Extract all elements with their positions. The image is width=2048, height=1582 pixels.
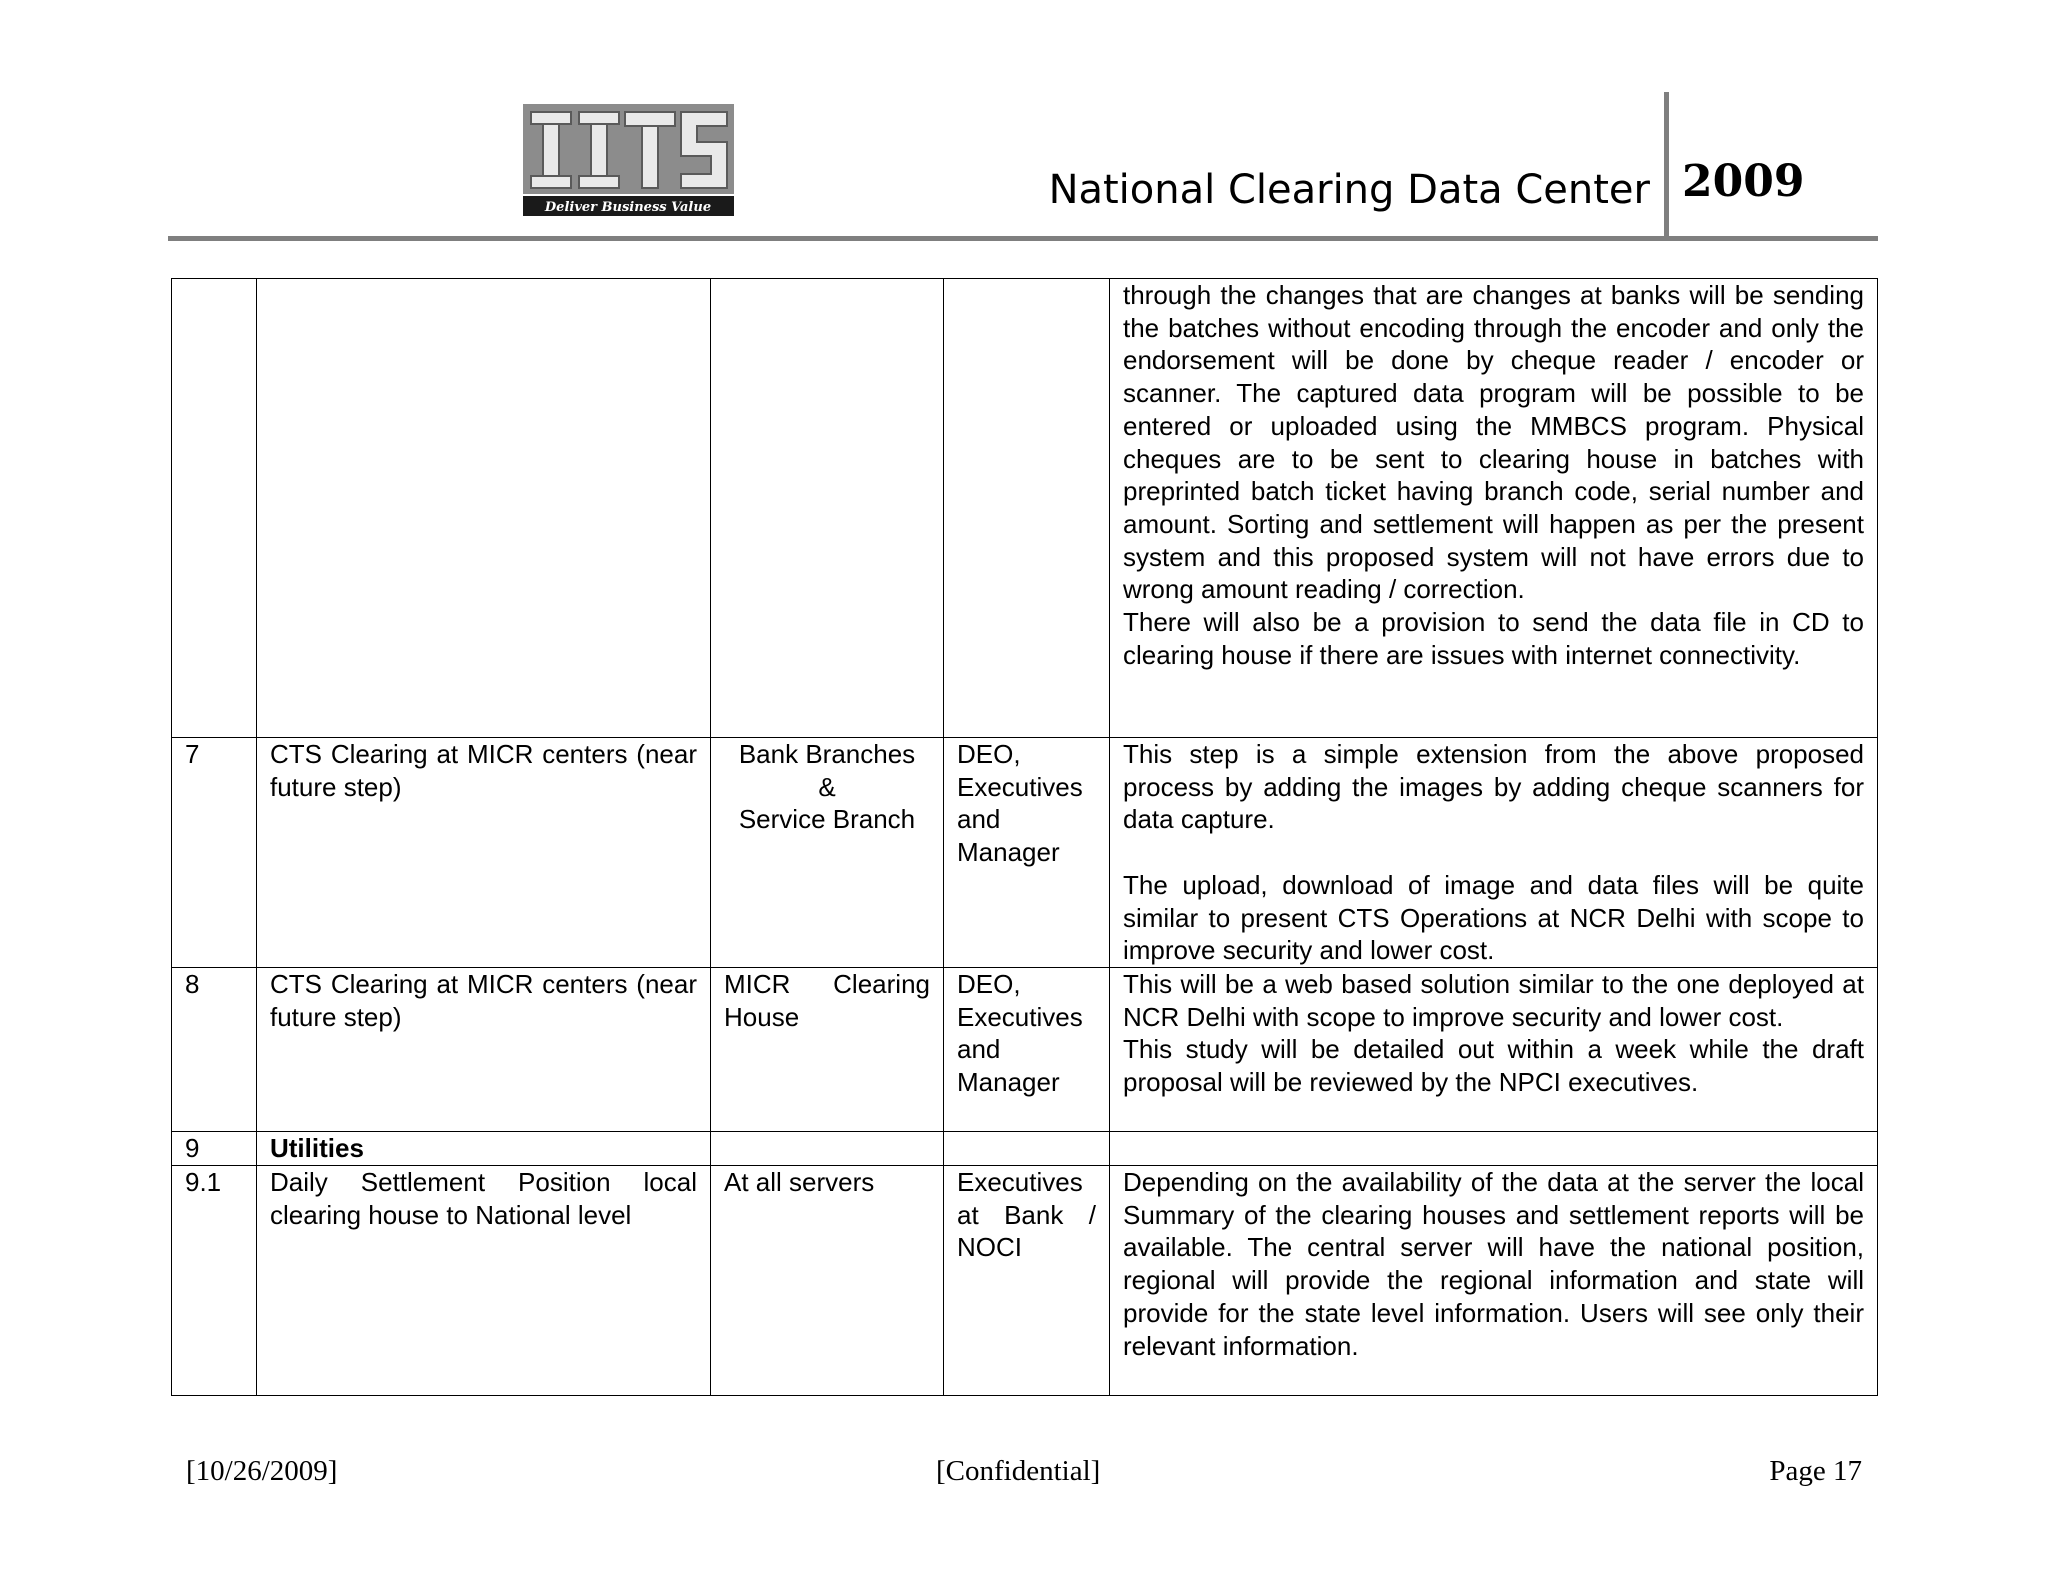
cell-location xyxy=(711,279,944,738)
description-paragraph: The upload, download of image and data files will be quite similar to present CTS Operations at NCR Delhi with scope to improve security and lower cost. xyxy=(1123,869,1864,966)
cell-activity: CTS Clearing at MICR centers (near future step) xyxy=(257,968,711,1132)
cell-users xyxy=(944,1132,1110,1166)
cell-location: MICR Clearing House xyxy=(711,968,944,1132)
paragraph-gap xyxy=(1123,836,1864,869)
description-paragraph: This step is a simple extension from the above proposed process by adding the images by adding cheque scanners for data capture. xyxy=(1123,739,1864,835)
footer-date: [10/26/2009] xyxy=(186,1455,338,1487)
cell-description xyxy=(1110,968,1878,1132)
cell-no: 9.1 xyxy=(172,1166,257,1396)
cell-no xyxy=(172,279,257,738)
cell-users xyxy=(944,279,1110,738)
document-title: National Clearing Data Center xyxy=(1048,167,1650,213)
cell-location xyxy=(711,1132,944,1166)
header-rule xyxy=(168,236,1878,241)
cell-activity: CTS Clearing at MICR centers (near future step) xyxy=(257,738,711,968)
users-line: and xyxy=(957,804,1001,835)
footer-classification: [Confidential] xyxy=(936,1455,1101,1487)
cell-description xyxy=(1110,279,1878,738)
company-logo xyxy=(523,104,734,216)
users-line: DEO, xyxy=(957,969,1021,999)
header-divider-vertical xyxy=(1664,92,1669,237)
location-line: & xyxy=(818,771,836,802)
description-paragraph: This study will be detailed out within a week while the draft proposal will be reviewed by the NPCI executives. xyxy=(1123,1034,1864,1098)
cell-users: Executives at Bank / NOCI xyxy=(944,1166,1110,1396)
logo-tagline: Deliver Business Value xyxy=(544,200,712,215)
cell-users xyxy=(944,968,1110,1132)
description-paragraph: There will also be a provision to send the data file in CD to clearing house if there are issues with internet connectivity. xyxy=(1123,607,1864,670)
cell-activity xyxy=(257,279,711,738)
table-row xyxy=(172,738,1878,968)
users-line: and xyxy=(957,1034,1001,1065)
section-heading: Utilities xyxy=(257,1132,711,1166)
table-row xyxy=(172,1132,1878,1166)
location-line: Service Branch xyxy=(738,804,916,835)
cell-location xyxy=(711,738,944,968)
cell-users xyxy=(944,738,1110,968)
cell-description xyxy=(1110,738,1878,968)
cell-description xyxy=(1110,1132,1878,1166)
description-paragraph: This will be a web based solution similar to the one deployed at NCR Delhi with scope to improve security and lower cost. xyxy=(1123,969,1864,1032)
footer-page-number: Page 17 xyxy=(1769,1455,1862,1487)
process-table xyxy=(171,278,1878,1396)
users-line: Manager xyxy=(957,1067,1060,1098)
document-year: 2009 xyxy=(1682,156,1805,207)
description-paragraph: through the changes that are changes at banks will be sending the batches without encoding through the encoder and only the endorsement will be done by cheque reader / encoder or scanner. The captured data program will be possible to be entered or uploaded using the MMBCS program. Physical cheques are to be sent to clearing house in batches with preprinted batch ticket having branch code, serial number and amount. Sorting and settlement will happen as per the present system and this proposed system will not have errors due to wrong amount reading / correction. xyxy=(1123,280,1864,605)
cell-no: 7 xyxy=(172,738,257,968)
iits-logo-graphic xyxy=(523,104,734,216)
location-line: Bank Branches xyxy=(738,739,916,769)
table-row xyxy=(172,1166,1878,1396)
users-line: DEO, xyxy=(957,739,1021,769)
cell-description: Depending on the availability of the data at the server the local Summary of the clearing houses and settlement reports will be available. The central server will have the national position, regional will provide the regional information and state will provide for the state level information. Users will see only their relevant information. xyxy=(1110,1166,1878,1396)
cell-activity: Daily Settlement Position local clearing house to National level xyxy=(257,1166,711,1396)
cell-location: At all servers xyxy=(711,1166,944,1396)
table-row xyxy=(172,968,1878,1132)
users-line: Executives xyxy=(957,1001,1083,1032)
cell-no: 8 xyxy=(172,968,257,1132)
cell-no: 9 xyxy=(172,1132,257,1166)
users-line: Manager xyxy=(957,837,1060,868)
users-line: Executives xyxy=(957,771,1083,802)
table-row xyxy=(172,279,1878,738)
